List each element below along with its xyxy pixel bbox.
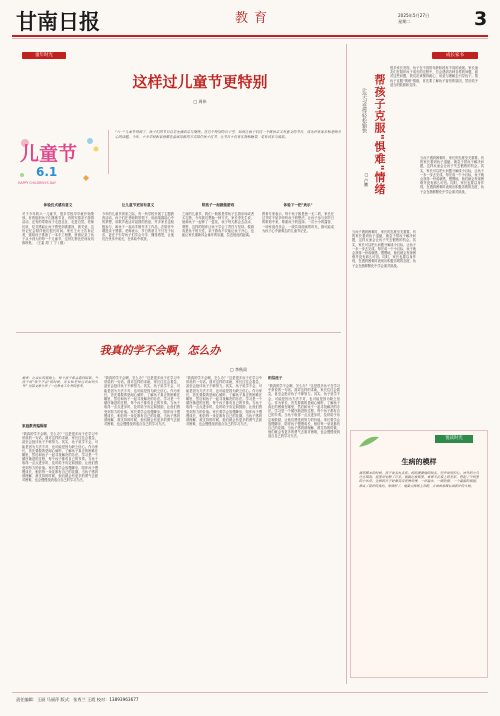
poem-title: 生病的模样 — [401, 457, 437, 466]
sidebar-divider — [346, 44, 347, 684]
masthead-hairline — [12, 38, 488, 39]
childrens-day-logo — [16, 135, 102, 190]
poem-text: 清晨醒来的时候，孩子说头有点疼。妈妈摸摸他的额头，轻声说别担心。窗外的小鸟还在唱歌，屋里却安静了许多。他躺在被窝里，看着天花板上的光影，想起了学校里的小伙伴。生病的日子好像变得很慢很慢，一杯温水，一碗热粥，一个温暖的拥抱，都成了最好的良药。等病好了，他要去操场上奔跑，去看看那棵长满新叶的大树。 — [359, 471, 479, 488]
sidebar-byline: □ 卢鹏 — [364, 172, 369, 187]
sidebar-body-col-right: 当孩子遇到困难时，家长的态度至关重要。有的家长看到孩子退缩，就急于替孩子解决问题，这样反而会让孩子失去锻炼的机会。其实，家长可以把大问题分解成小目标，让孩子一步一步去完成。每完成一个小目标，孩子就会获得一份成就感，慢慢地，他们就会发现困难并没有那么可怕。同时，家长也要以身作则，在遇到困难时表现出积极乐观的态度，孩子会在潜移默化中学会面对挑战。 — [420, 156, 484, 194]
essay-subhead-1: 家庭教育编辑部 — [22, 424, 48, 428]
essay-title: 我真的学不会啊，怎么办 — [99, 344, 221, 357]
main-article-title: 这样过儿童节更特别 — [132, 73, 268, 91]
page-number: 3 — [474, 8, 488, 30]
poem-tag: 悦读时光 — [435, 435, 473, 443]
main-subhead-4: 体验下一把"欢乐" — [283, 203, 313, 207]
logo-sub-text: HAPPY CHILDREN'S DAY — [18, 181, 56, 185]
poem-box — [350, 430, 488, 678]
masthead-rule — [12, 35, 488, 37]
main-subhead-2: 让儿童节更加有意义 — [121, 203, 155, 207]
main-article-column-3: 之前的儿童节，我们一般都是带孩子去游乐场或者买礼物，今年我们想换一种方式。家长李先生说，他和孩子一起种了一盆花，孩子每天都会去浇水、观察，这样的陪伴让孩子学会了责任与坚持。做游戏是孩子的天性，亲子游戏不仅能让孩子开心，也能让家长重新体会童年的乐趣，拉近彼此的距离。 — [182, 212, 254, 238]
sidebar-body-col-left: 当孩子遇到困难时，家长的态度至关重要。有的家长看到孩子退缩，就急于替孩子解决问题，这样反而会让孩子失去锻炼的机会。其实，家长可以把大问题分解成小目标，让孩子一步一步去完成。每完成一个小目标，孩子就会获得一份成就感，慢慢地，他们就会发现困难并没有那么可怕。同时，家长也要以身作则，在遇到困难时表现出积极乐观的态度，孩子会在潜移默化中学会面对挑战。 — [352, 230, 416, 268]
issue-date: 2025年5月27日 — [398, 13, 430, 18]
sidebar-title: 帮孩子克服"惧难"情绪 — [373, 74, 386, 196]
main-article-lead: "六一"儿童节将到了，孩子们的节日总是充满欢乐与期待。在这个特别的日子里，如何让孩子们过一个既快乐又有意义的节日，成为许多家长和老师关心的话题。今年，不少学校和家庭都在尝试用新的方式陪伴孩子过节，让节日不仅有礼物和糖果，更有成长与收获。 — [115, 130, 341, 139]
sidebar-subtitle: 让学习变得轻松愉快 — [361, 88, 367, 133]
section-title: 教育 — [235, 11, 274, 26]
main-subhead-3: 陪孩子一起做做游戏 — [201, 203, 235, 207]
main-article-column-2: 今年的儿童节到来之际，有一所学校开展了主题教育活动，孩子们在老师的带领下，用画笔描绘心中的梦想，用歌声表达对祖国的热爱。许多家长也积极参与，和孩子一起动手制作手工作品，在陪伴中增进亲子感情。老师表示，节日的意义不只在于玩乐，更在于引导孩子们学会分享、懂得感恩，让他们在快乐中成长，在体验中收获。 — [102, 212, 174, 242]
main-article-column-4: 教育专家表示，每个孩子都是独一无二的，家长在过节时不妨多听听孩子的想法，让孩子参与到节日的策划中来，尊重孩子的选择。一次小小的露营、一场家庭音乐会、一段共同阅读的时光，都可能成为孩子心中最难忘的儿童节记忆。 — [262, 212, 334, 233]
essay-column-3: "我真的学不会啊，怎么办？"这是很多孩子在学习中常说的一句话。面对这样的求助，家长往往会着急，甚至会批评孩子不够努力。其实，孩子说学不会，可能是因为方法不对，也可能是因为缺乏信心。作为家长，首先要做的是耐心倾听，了解孩子真正的困难在哪里，然后和孩子一起寻找解决的办法。学习是一个循序渐进的过程，每个孩子都有自己的节奏。当孩子取得一点点进步时，及时给予肯定和鼓励，让他们感受到努力的价值。家长要学会放慢脚步，陪伴孩子慢慢成长，相信每一朵花都有自己的花期。当孩子感到被理解、被支持的时候，他们就会有更多的勇气去面对困难，也会慢慢找到适合自己的学习方法。 — [186, 376, 262, 427]
sidebar-intro: 很多家长发现，孩子在不同的年龄阶段有不同的表现。家长朋友们在陪伴孩子成长的过程中，总会遇到各种各样的问题，面对这些问题，我们应该保持耐心，用爱与理解去引导孩子。帮孩子克服"惧难"情绪，首先要了解孩子害怕的原因，然后给予适当的鼓励和支持。 — [390, 66, 478, 87]
main-article-byline: □ 周伟 — [193, 99, 207, 104]
essay-lead: 编者：在成长的道路上，每个孩子都会遇到困难。当孩子说"我学不会"的时候，家长和老师应该如何引导？这篇文章分享了一位教育工作者的思考。 — [22, 376, 98, 389]
leaf-icon — [357, 435, 381, 449]
masthead — [0, 0, 500, 38]
footer-credits: 责任编辑：王丽 马丽萍 版式：张秀兰 王霞 校对：13893963677 — [16, 697, 139, 702]
logo-number-text: 6.1 — [36, 165, 58, 179]
essay-column-1: "我真的学不会啊，怎么办？"这是很多孩子在学习中常说的一句话。面对这样的求助，家长往往会着急，甚至会批评孩子不够努力。其实，孩子说学不会，可能是因为方法不对，也可能是因为缺乏信心。作为家长，首先要做的是耐心倾听，了解孩子真正的困难在哪里，然后和孩子一起寻找解决的办法。学习是一个循序渐进的过程，每个孩子都有自己的节奏。当孩子取得一点点进步时，及时给予肯定和鼓励，让他们感受到努力的价值。家长要学会放慢脚步，陪伴孩子慢慢成长，相信每一朵花都有自己的花期。当孩子感到被理解、被支持的时候，他们就会有更多的勇气去面对困难，也会慢慢找到适合自己的学习方法。 — [22, 432, 98, 483]
essay-byline: □ 李秋雨 — [230, 367, 248, 372]
essay-subhead-2: 相信孩子 — [268, 376, 283, 380]
essay-column-2: "我真的学不会啊，怎么办？"这是很多孩子在学习中常说的一句话。面对这样的求助，家长往往会着急，甚至会批评孩子不够努力。其实，孩子说学不会，可能是因为方法不对，也可能是因为缺乏信心。作为家长，首先要做的是耐心倾听，了解孩子真正的困难在哪里，然后和孩子一起寻找解决的办法。学习是一个循序渐进的过程，每个孩子都有自己的节奏。当孩子取得一点点进步时，及时给予肯定和鼓励，让他们感受到努力的价值。家长要学会放慢脚步，陪伴孩子慢慢成长，相信每一朵花都有自己的花期。当孩子感到被理解、被支持的时候，他们就会有更多的勇气去面对困难，也会慢慢找到适合自己的学习方法。 — [104, 376, 180, 427]
main-article-column-1: 对于今年的六一儿童节，很多学校早早就开始策划。有的组织孩子们排练节目，有的安排亲子游园活动，还有的带领孩子走进社区、走进自然。老师们说，仪式感能让孩子感受到被重视、被关爱，这份记忆会陪伴他们很长时间。家长王女士告诉记者，她给孩子准备了一本手工相册，里面记录了孩子从小到大的每一个儿童节，这份礼物比任何玩具都珍贵。（王素 胡 丁 宁 / 摄） — [22, 212, 94, 246]
footer-rule — [12, 692, 488, 693]
newspaper-logo: 甘南日报 — [16, 9, 100, 34]
issue-weekday: 星期二 — [398, 19, 411, 24]
main-subhead-1: 体验仪式感有意义 — [43, 203, 73, 207]
main-article-bottom-rule — [16, 332, 341, 333]
main-article-tag: 童年时光 — [22, 52, 66, 59]
essay-title-banner — [60, 342, 260, 364]
logo-main-text: 儿童节 — [20, 143, 78, 165]
main-article-lead-box — [108, 130, 341, 174]
sidebar-tag: 成长家书 — [432, 52, 478, 59]
essay-column-4: "我真的学不会啊，怎么办？"这是很多孩子在学习中常说的一句话。面对这样的求助，家长往往会着急，甚至会批评孩子不够努力。其实，孩子说学不会，可能是因为方法不对，也可能是因为缺乏信心。作为家长，首先要做的是耐心倾听，了解孩子真正的困难在哪里，然后和孩子一起寻找解决的办法。学习是一个循序渐进的过程，每个孩子都有自己的节奏。当孩子取得一点点进步时，及时给予肯定和鼓励，让他们感受到努力的价值。家长要学会放慢脚步，陪伴孩子慢慢成长，相信每一朵花都有自己的花期。当孩子感到被理解、被支持的时候，他们就会有更多的勇气去面对困难，也会慢慢找到适合自己的学习方法。 — [268, 384, 340, 439]
